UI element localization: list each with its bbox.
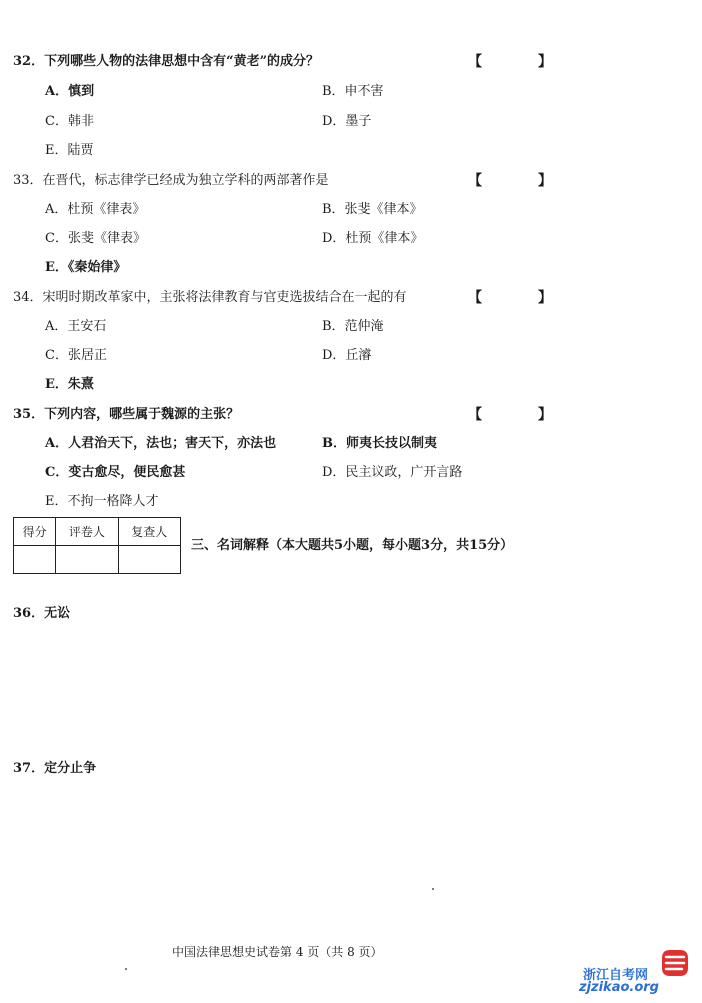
question-35-option-a: A．人君治天下，法也；害天下，亦法也 — [45, 436, 277, 451]
question-32-stem: 32．下列哪些人物的法律思想中含有“黄老”的成分？ — [13, 54, 320, 69]
scan-speck — [432, 888, 434, 890]
question-32-option-b: B．申不害 — [322, 84, 384, 99]
question-35-option-e: E．不拘一格降人才 — [45, 494, 159, 509]
section-title: 三、名词解释（本大题共5小题，每小题3分，共15分） — [191, 538, 514, 553]
question-33-option-b: B．张斐《律本》 — [322, 202, 423, 217]
question-35-option-b: B．师夷长技以制夷 — [322, 436, 437, 451]
answer-bracket-32: 【 】 — [468, 54, 552, 70]
question-34-option-a: A．王安石 — [45, 319, 107, 334]
question-32-option-e: E．陆贾 — [45, 143, 94, 158]
question-34-option-e: E．朱熹 — [45, 377, 94, 392]
question-33-option-e: E．《秦始律》 — [45, 260, 127, 275]
question-32-option-c: C．韩非 — [45, 114, 94, 129]
score-cell-score[interactable] — [14, 546, 56, 574]
score-header-reviewer: 复查人 — [118, 518, 180, 546]
question-34-stem: 34．宋明时期改革家中，主张将法律教育与官吏选拔结合在一起的有 — [13, 290, 407, 305]
scan-speck — [125, 968, 127, 970]
question-34-option-c: C．张居正 — [45, 348, 107, 363]
score-header-score: 得分 — [14, 518, 56, 546]
question-35-option-d: D．民主议政，广开言路 — [322, 465, 463, 480]
score-cell-reviewer[interactable] — [118, 546, 180, 574]
answer-bracket-34: 【 】 — [468, 290, 552, 306]
answer-bracket-35: 【 】 — [468, 407, 552, 423]
term-36: 36．无讼 — [13, 606, 71, 621]
watermark-url: zjzikao.org — [579, 980, 659, 995]
page-footer: 中国法律思想史试卷第 4 页（共 8 页） — [172, 945, 383, 959]
score-cell-grader[interactable] — [56, 546, 118, 574]
question-34-option-b: B．范仲淹 — [322, 319, 384, 334]
question-34-option-d: D．丘濬 — [322, 348, 372, 363]
question-35-option-c: C．变古愈尽，便民愈甚 — [45, 465, 186, 480]
question-32-option-a: A．慎到 — [45, 84, 95, 99]
question-32-option-d: D．墨子 — [322, 114, 372, 129]
question-33-option-a: A．杜预《律表》 — [45, 202, 146, 217]
question-33-option-d: D．杜预《律本》 — [322, 231, 424, 246]
question-35-stem: 35．下列内容，哪些属于魏源的主张？ — [13, 407, 240, 422]
score-box — [13, 517, 181, 574]
answer-bracket-33: 【 】 — [468, 173, 552, 189]
question-33-option-c: C．张斐《律表》 — [45, 231, 146, 246]
question-33-stem: 33．在晋代，标志律学已经成为独立学科的两部著作是 — [13, 173, 329, 188]
score-header-grader: 评卷人 — [56, 518, 118, 546]
fist-logo-icon — [656, 944, 692, 980]
watermark-site-name: 浙江自考网 — [583, 968, 649, 983]
term-37: 37．定分止争 — [13, 761, 97, 776]
